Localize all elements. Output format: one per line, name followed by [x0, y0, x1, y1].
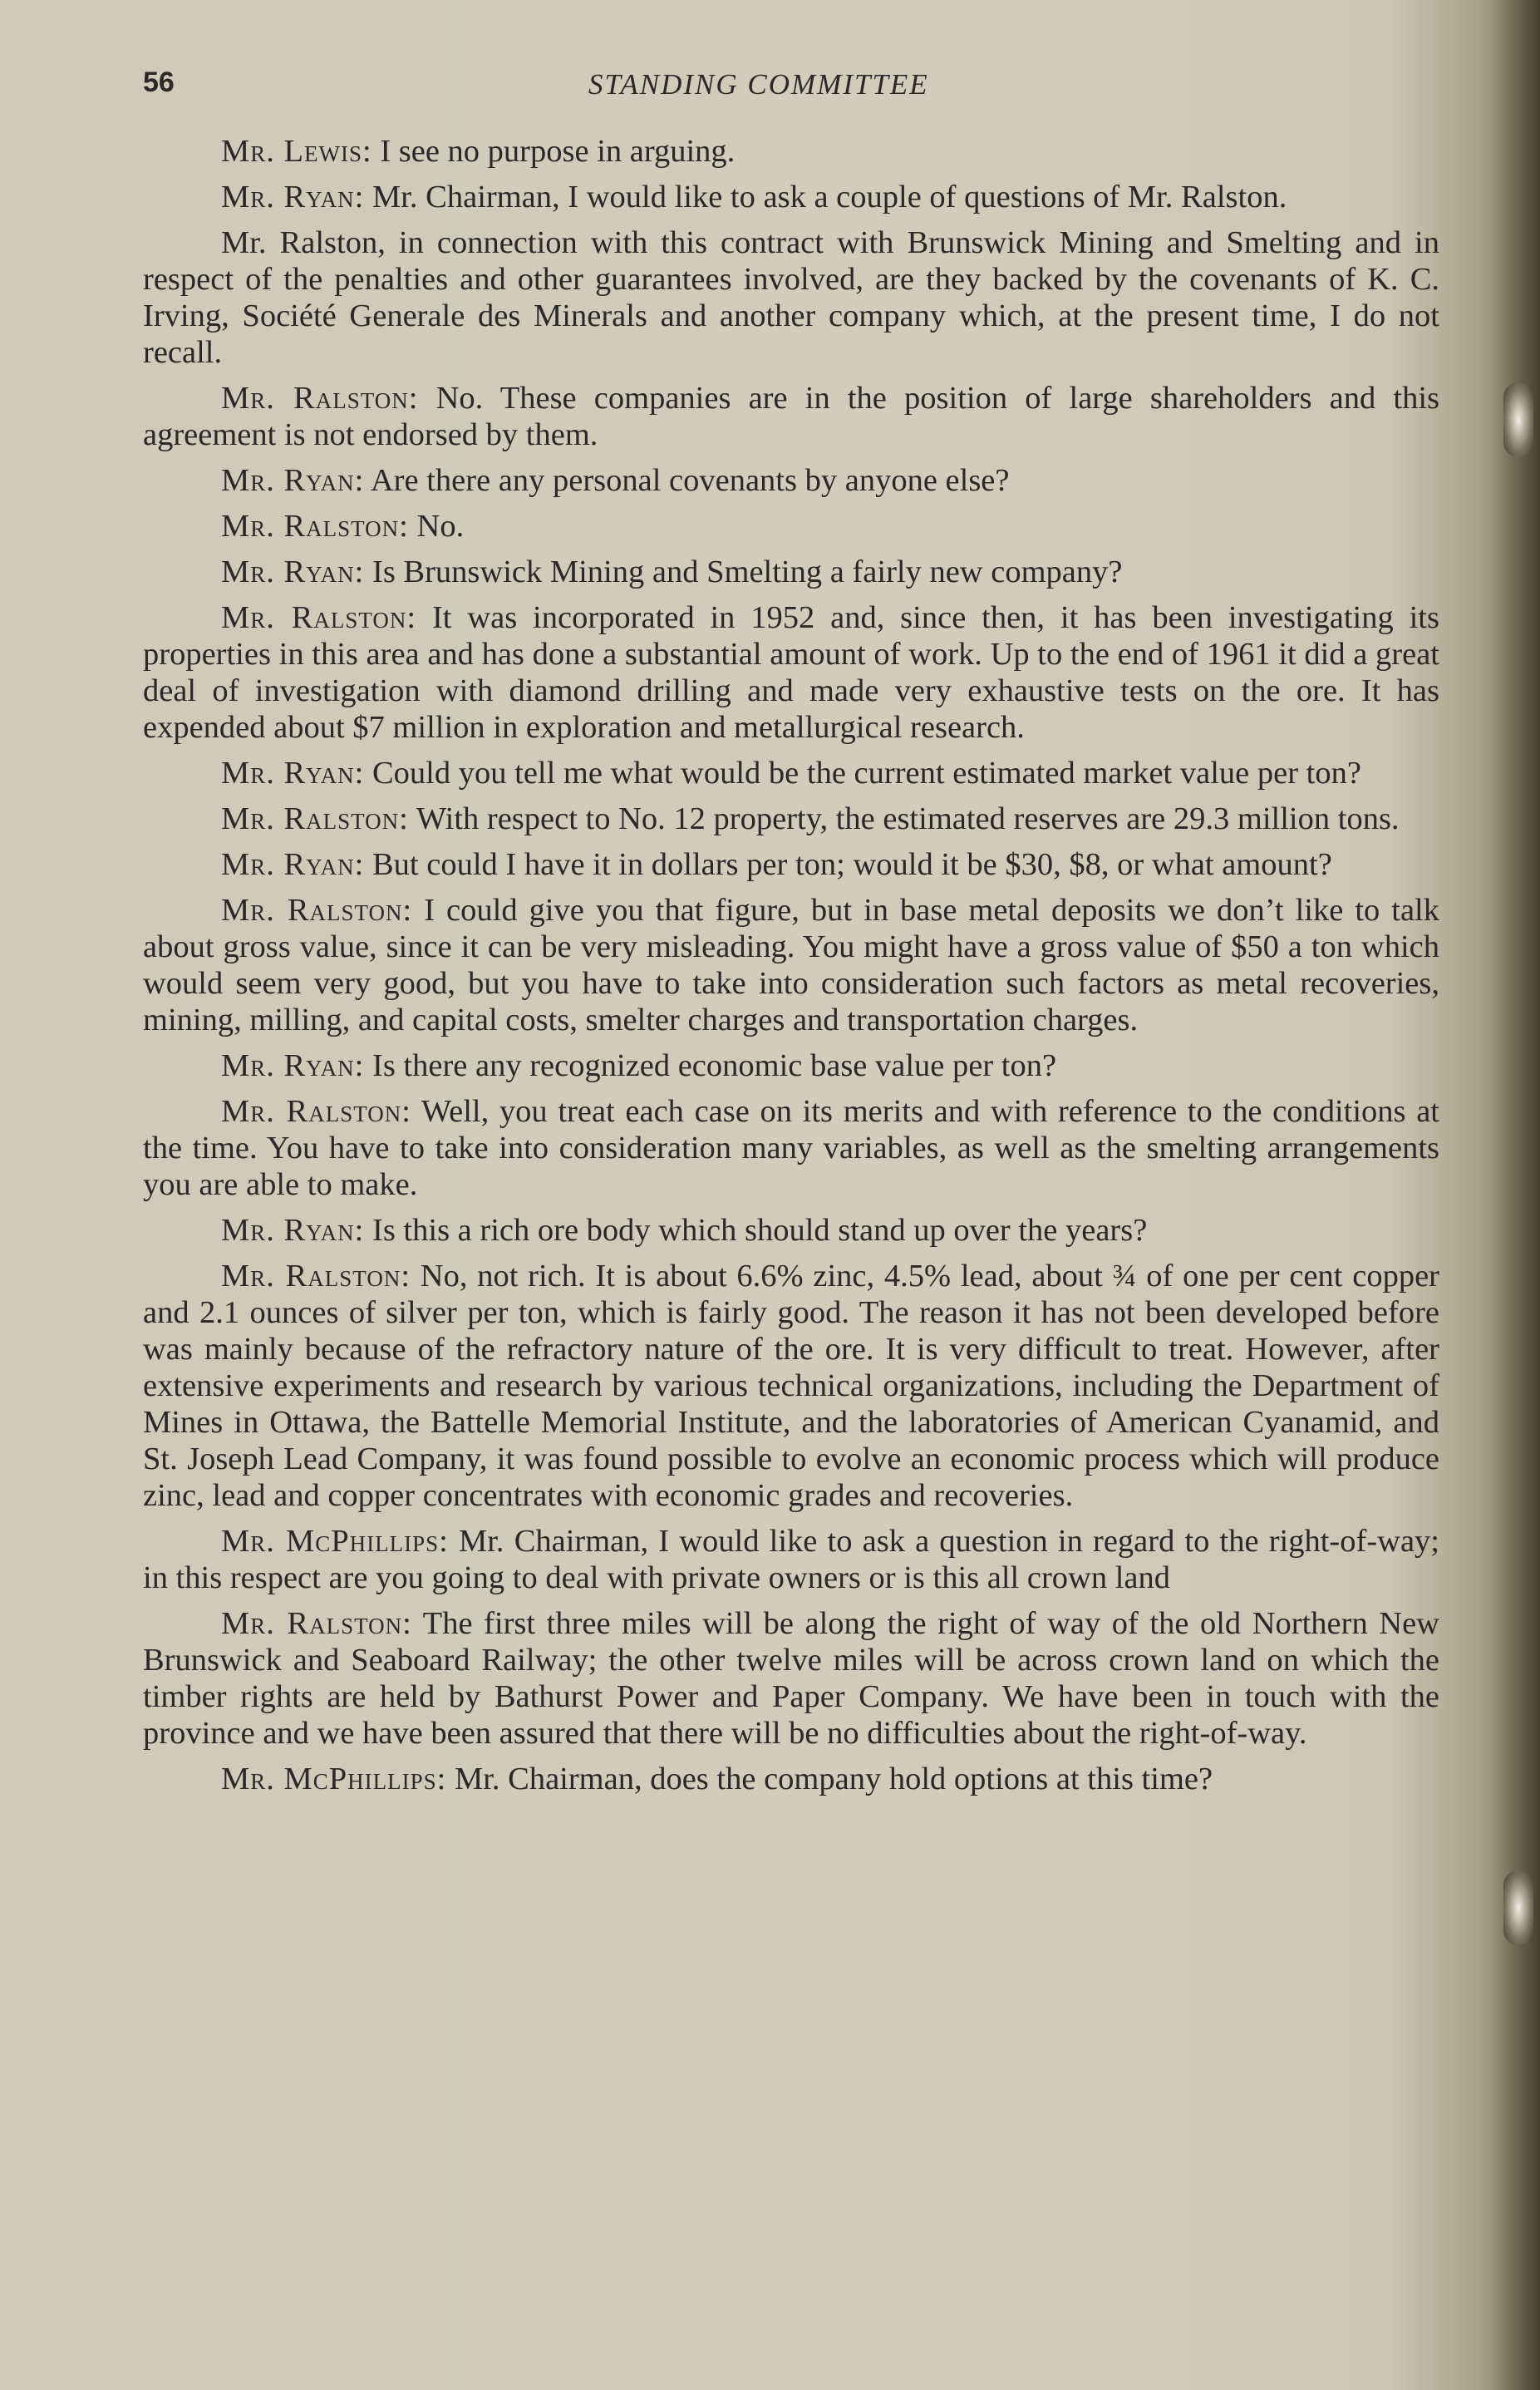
paragraph-text: Mr. Chairman, I would like to ask a question in regard to the right-of-way; in this respect are you going to deal with private owners or is this all crown land: [143, 1524, 1439, 1595]
paragraph-text: Is this a rich ore body which should stand up over the years?: [364, 1213, 1148, 1248]
speaker-name: Mr. McPhillips:: [221, 1762, 447, 1796]
transcript-paragraph: [143, 599, 1439, 746]
transcript-paragraph: [143, 554, 1439, 590]
transcript-paragraph: [143, 1761, 1439, 1797]
speaker-name: Mr. Ryan:: [221, 1048, 365, 1083]
transcript-paragraph: [143, 462, 1439, 499]
transcript-paragraph: [143, 133, 1439, 170]
paragraph-text: Could you tell me what would be the current estimated market value per ton?: [364, 756, 1361, 791]
transcript-paragraph: [143, 1047, 1439, 1084]
transcript-paragraph: [143, 1258, 1439, 1514]
speaker-name: Mr. McPhillips:: [221, 1524, 449, 1559]
paragraph-text: Are there any personal covenants by anyone else?: [364, 463, 1010, 498]
speaker-name: Mr. Ralston:: [221, 1606, 412, 1641]
paragraph-text: With respect to No. 12 property, the estimated reserves are 29.3 million tons.: [408, 801, 1400, 836]
paragraph-text: I could give you that figure, but in base metal deposits we don’t like to talk about gross value, since it can be very misleading. You might have a gross value of $50 a ton which would seem very good, but you have to take into consideration such factors as metal recoveries, mining, milling, and capital costs, smelter charges and transportation charges.: [143, 893, 1439, 1037]
speaker-name: Mr. Ryan:: [221, 756, 365, 791]
paragraph-text: Mr. Chairman, does the company hold options at this time?: [446, 1762, 1213, 1796]
transcript-body: [143, 133, 1439, 1806]
speaker-name: Mr. Ryan:: [221, 180, 365, 214]
transcript-paragraph: [143, 224, 1439, 371]
binding-hole: [1503, 1870, 1533, 1945]
speaker-name: Mr. Ryan:: [221, 1213, 365, 1248]
paragraph-text: I see no purpose in arguing.: [371, 134, 736, 169]
paragraph-text: Well, you treat each case on its merits and with reference to the conditions at the time. You have to take into consideration many variables, as well as the smelting arrangements you are able to make.: [143, 1094, 1439, 1202]
paragraph-text: No.: [408, 509, 465, 544]
paragraph-text: No. These companies are in the position of large shareholders and this agreement is not endorsed by them.: [143, 381, 1439, 452]
paragraph-text: But could I have it in dollars per ton; would it be $30, $8, or what amount?: [364, 847, 1332, 882]
page-edge-shadow: [1494, 0, 1540, 2390]
transcript-paragraph: [143, 179, 1439, 215]
transcript-paragraph: [143, 508, 1439, 545]
transcript-paragraph: [143, 1093, 1439, 1203]
speaker-name: Mr. Ralston:: [221, 509, 409, 544]
paragraph-text: The first three miles will be along the right of way of the old Northern New Brunswick and Seaboard Railway; the other twelve miles will be across crown land on which the timber rights are held by Bathurst Power and Paper Company. We have been in touch with the province and we have been assured that there will be no difficulties about the right-of-way.: [143, 1606, 1439, 1751]
paragraph-text: Mr. Chairman, I would like to ask a couple of questions of Mr. Ralston.: [364, 180, 1287, 214]
transcript-paragraph: [143, 1212, 1439, 1249]
speaker-name: Mr. Ralston:: [221, 893, 413, 928]
speaker-name: Mr. Ralston:: [221, 801, 409, 836]
binding-hole: [1503, 382, 1533, 457]
transcript-paragraph: [143, 755, 1439, 791]
speaker-name: Mr. Ryan:: [221, 847, 365, 882]
speaker-name: Mr. Ryan:: [221, 554, 365, 589]
transcript-paragraph: [143, 1605, 1439, 1752]
paragraph-text: Is Brunswick Mining and Smelting a fairly new company?: [364, 554, 1123, 589]
speaker-name: Mr. Ralston:: [221, 1094, 411, 1129]
speaker-name: Mr. Ralston:: [221, 381, 419, 416]
speaker-name: Mr. Ralston:: [221, 600, 417, 635]
speaker-name: Mr. Ryan:: [221, 463, 365, 498]
speaker-name: Mr. Lewis:: [221, 134, 372, 169]
paragraph-text: Mr. Ralston, in connection with this contract with Brunswick Mining and Smelting and in respect of the penalties and other guarantees involved, are they backed by the covenants of K. C. Irving, Société Generale des Minerals and another company which, at the present time, I do not recall.: [143, 225, 1439, 370]
paragraph-text: Is there any recognized economic base value per ton?: [364, 1048, 1057, 1083]
transcript-paragraph: [143, 892, 1439, 1038]
transcript-paragraph: [143, 380, 1439, 453]
transcript-paragraph: [143, 846, 1439, 883]
running-head: STANDING COMMITTEE: [588, 68, 929, 101]
paragraph-text: It was incorporated in 1952 and, since then, it has been investigating its properties in this area and has done a substantial amount of work. Up to the end of 1961 it did a great deal of investigation with diamond drilling and made very exhaustive tests on the ore. It has expended about $7 million in exploration and metallurgical research.: [143, 600, 1439, 745]
transcript-paragraph: [143, 1523, 1439, 1596]
page-number: 56: [143, 67, 175, 98]
paragraph-text: No, not rich. It is about 6.6% zinc, 4.5% lead, about ¾ of one per cent copper and 2.1 ounces of silver per ton, which is fairly good. The reason it has not been developed before was mainly because of the refractory nature of the ore. It is very difficult to treat. However, after extensive experiments and research by various technical organizations, including the Department of Mines in Ottawa, the Battelle Memorial Institute, and the laboratories of American Cyanamid, and St. Joseph Lead Company, it was found possible to evolve an economic process which will produce zinc, lead and copper concentrates with economic grades and recoveries.: [143, 1259, 1439, 1513]
transcript-paragraph: [143, 801, 1439, 837]
speaker-name: Mr. Ralston:: [221, 1259, 411, 1294]
